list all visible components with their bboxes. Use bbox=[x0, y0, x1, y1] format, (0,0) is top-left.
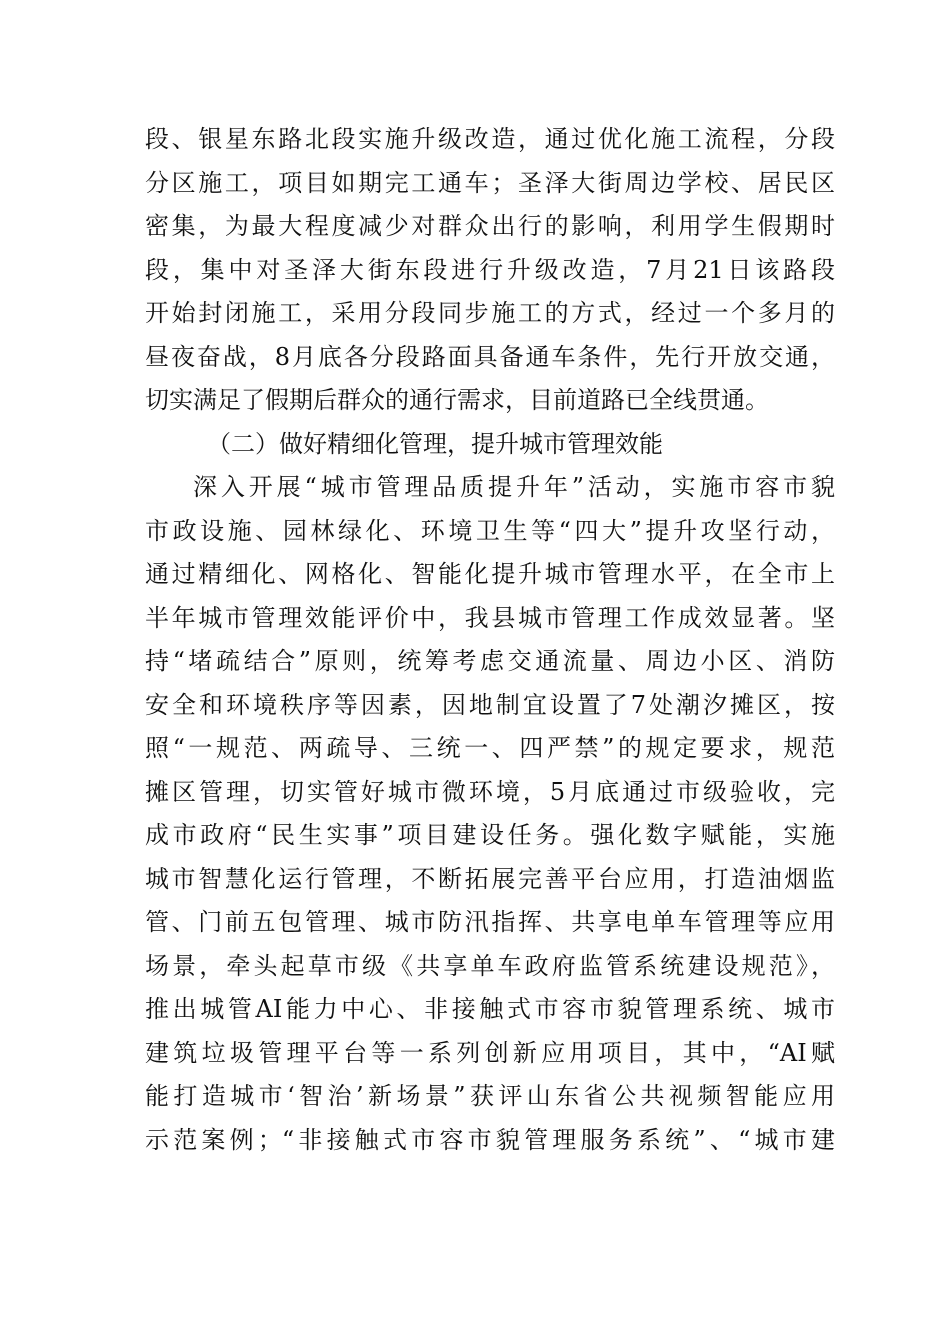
section-heading: （二）做好精细化管理，提升城市管理效能 bbox=[207, 429, 663, 458]
paragraph-1-line-5: 开始封闭施工，采用分段同步施工的方式，经过一个多月的 bbox=[145, 299, 835, 327]
paragraph-1-line-3: 密集，为最大程度减少对群众出行的影响，利用学生假期时 bbox=[145, 212, 835, 240]
document-body bbox=[145, 118, 835, 1162]
paragraph-2-line-1: 深入开展“城市管理品质提升年”活动，实施市容市貌 bbox=[193, 473, 835, 501]
paragraph-1-line-4: 段，集中对圣泽大街东段进行升级改造，7月21日该路段 bbox=[145, 255, 835, 284]
paragraph-2-line-15: 能打造城市‘智治’新场景”获评山东省公共视频智能应用 bbox=[145, 1082, 835, 1110]
paragraph-1-line-2: 分区施工，项目如期完工通车；圣泽大街周边学校、居民区 bbox=[145, 168, 835, 197]
paragraph-2-line-5: 持“堵疏结合”原则，统筹考虑交通流量、周边小区、消防 bbox=[145, 647, 835, 675]
paragraph-2-line-16: 示范案例；“非接触式市容市貌管理服务系统”、“城市建 bbox=[145, 1125, 835, 1154]
paragraph-2-line-10: 城市智慧化运行管理，不断拓展完善平台应用，打造油烟监 bbox=[145, 864, 835, 893]
paragraph-2-line-4: 半年城市管理效能评价中，我县城市管理工作成效显著。坚 bbox=[145, 603, 835, 632]
paragraph-2-line-13: 推出城管AI能力中心、非接触式市容市貌管理系统、城市 bbox=[145, 995, 835, 1023]
paragraph-2-line-11: 管、门前五包管理、城市防汛指挥、共享电单车管理等应用 bbox=[145, 908, 835, 936]
paragraph-2-line-12: 场景，牵头起草市级《共享单车政府监管系统建设规范》， bbox=[145, 951, 835, 980]
paragraph-2-line-7: 照“一规范、两疏导、三统一、四严禁”的规定要求，规范 bbox=[145, 734, 835, 762]
paragraph-2-line-6: 安全和环境秩序等因素，因地制宜设置了7处潮汐摊区，按 bbox=[145, 690, 835, 719]
paragraph-1-line-1: 段、银星东路北段实施升级改造，通过优化施工流程，分段 bbox=[145, 125, 835, 153]
paragraph-2-line-3: 通过精细化、网格化、智能化提升城市管理水平，在全市上 bbox=[145, 560, 835, 588]
paragraph-1-line-7: 切实满足了假期后群众的通行需求，目前道路已全线贯通。 bbox=[145, 386, 769, 414]
paragraph-1-line-6: 昼夜奋战，8月底各分段路面具备通车条件，先行开放交通， bbox=[145, 342, 835, 371]
paragraph-2-line-14: 建筑垃圾管理平台等一系列创新应用项目，其中，“AI赋 bbox=[145, 1038, 835, 1067]
paragraph-2-line-2: 市政设施、园林绿化、环境卫生等“四大”提升攻坚行动， bbox=[145, 516, 835, 545]
paragraph-2-line-8: 摊区管理，切实管好城市微环境，5月底通过市级验收，完 bbox=[145, 777, 835, 806]
paragraph-2-line-9: 成市政府“民生实事”项目建设任务。强化数字赋能，实施 bbox=[145, 821, 835, 849]
